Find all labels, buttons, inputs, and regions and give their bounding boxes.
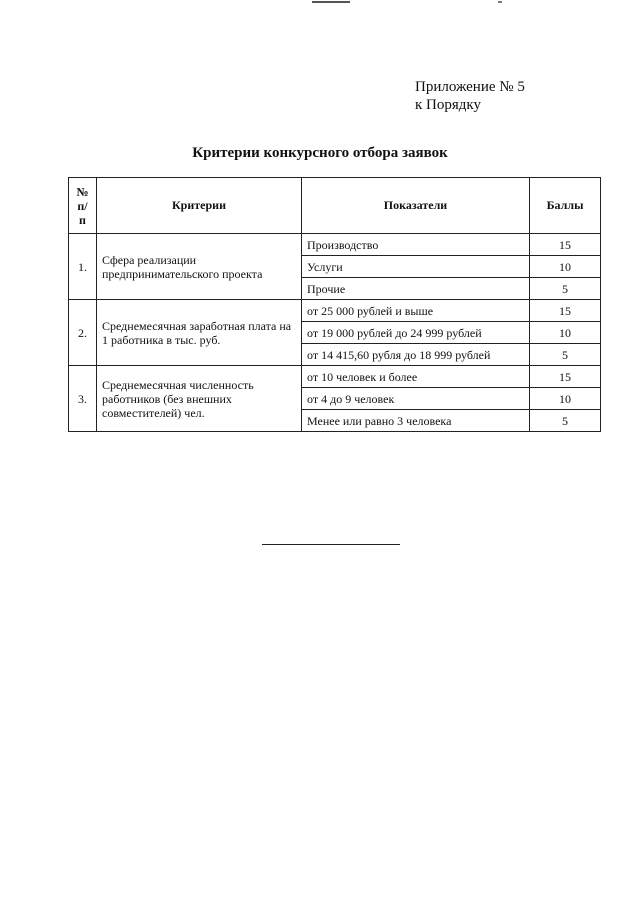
indicator-cell: от 25 000 рублей и выше <box>302 300 530 322</box>
table-row <box>69 300 601 322</box>
top-scan-marks <box>0 0 640 6</box>
score-cell: 5 <box>530 278 601 300</box>
appendix-note <box>415 78 525 114</box>
criterion-name: Среднемесячная численность работников (без внешних совместителей) чел. <box>97 366 302 432</box>
appendix-line-2: к Порядку <box>415 97 481 113</box>
criteria-table <box>68 177 601 432</box>
table-row <box>69 234 601 256</box>
score-cell: 15 <box>530 234 601 256</box>
criterion-number: 1. <box>69 234 97 300</box>
score-cell: 10 <box>530 322 601 344</box>
score-cell: 10 <box>530 388 601 410</box>
indicator-cell: от 14 415,60 рубля до 18 999 рублей <box>302 344 530 366</box>
criterion-name: Среднемесячная заработная плата на 1 работника в тыс. руб. <box>97 300 302 366</box>
page-title: Критерии конкурсного отбора заявок <box>192 145 448 161</box>
table-row <box>69 366 601 388</box>
header-criteria: Критерии <box>97 178 302 234</box>
scan-mark <box>312 1 350 3</box>
indicator-cell: от 19 000 рублей до 24 999 рублей <box>302 322 530 344</box>
score-cell: 5 <box>530 344 601 366</box>
indicator-cell: Прочие <box>302 278 530 300</box>
criterion-name: Сфера реализации предпринимательского проекта <box>97 234 302 300</box>
indicator-cell: Производство <box>302 234 530 256</box>
score-cell: 5 <box>530 410 601 432</box>
header-number: № п/п <box>69 178 97 234</box>
table-header-row <box>69 178 601 234</box>
indicator-cell: от 4 до 9 человек <box>302 388 530 410</box>
closing-divider <box>262 544 400 545</box>
indicator-cell: Менее или равно 3 человека <box>302 410 530 432</box>
header-points: Баллы <box>530 178 601 234</box>
score-cell: 15 <box>530 300 601 322</box>
appendix-line-1: Приложение № 5 <box>415 79 525 95</box>
indicator-cell: от 10 человек и более <box>302 366 530 388</box>
criterion-number: 3. <box>69 366 97 432</box>
score-cell: 15 <box>530 366 601 388</box>
header-indicators: Показатели <box>302 178 530 234</box>
scan-mark <box>498 1 502 3</box>
indicator-cell: Услуги <box>302 256 530 278</box>
score-cell: 10 <box>530 256 601 278</box>
criterion-number: 2. <box>69 300 97 366</box>
